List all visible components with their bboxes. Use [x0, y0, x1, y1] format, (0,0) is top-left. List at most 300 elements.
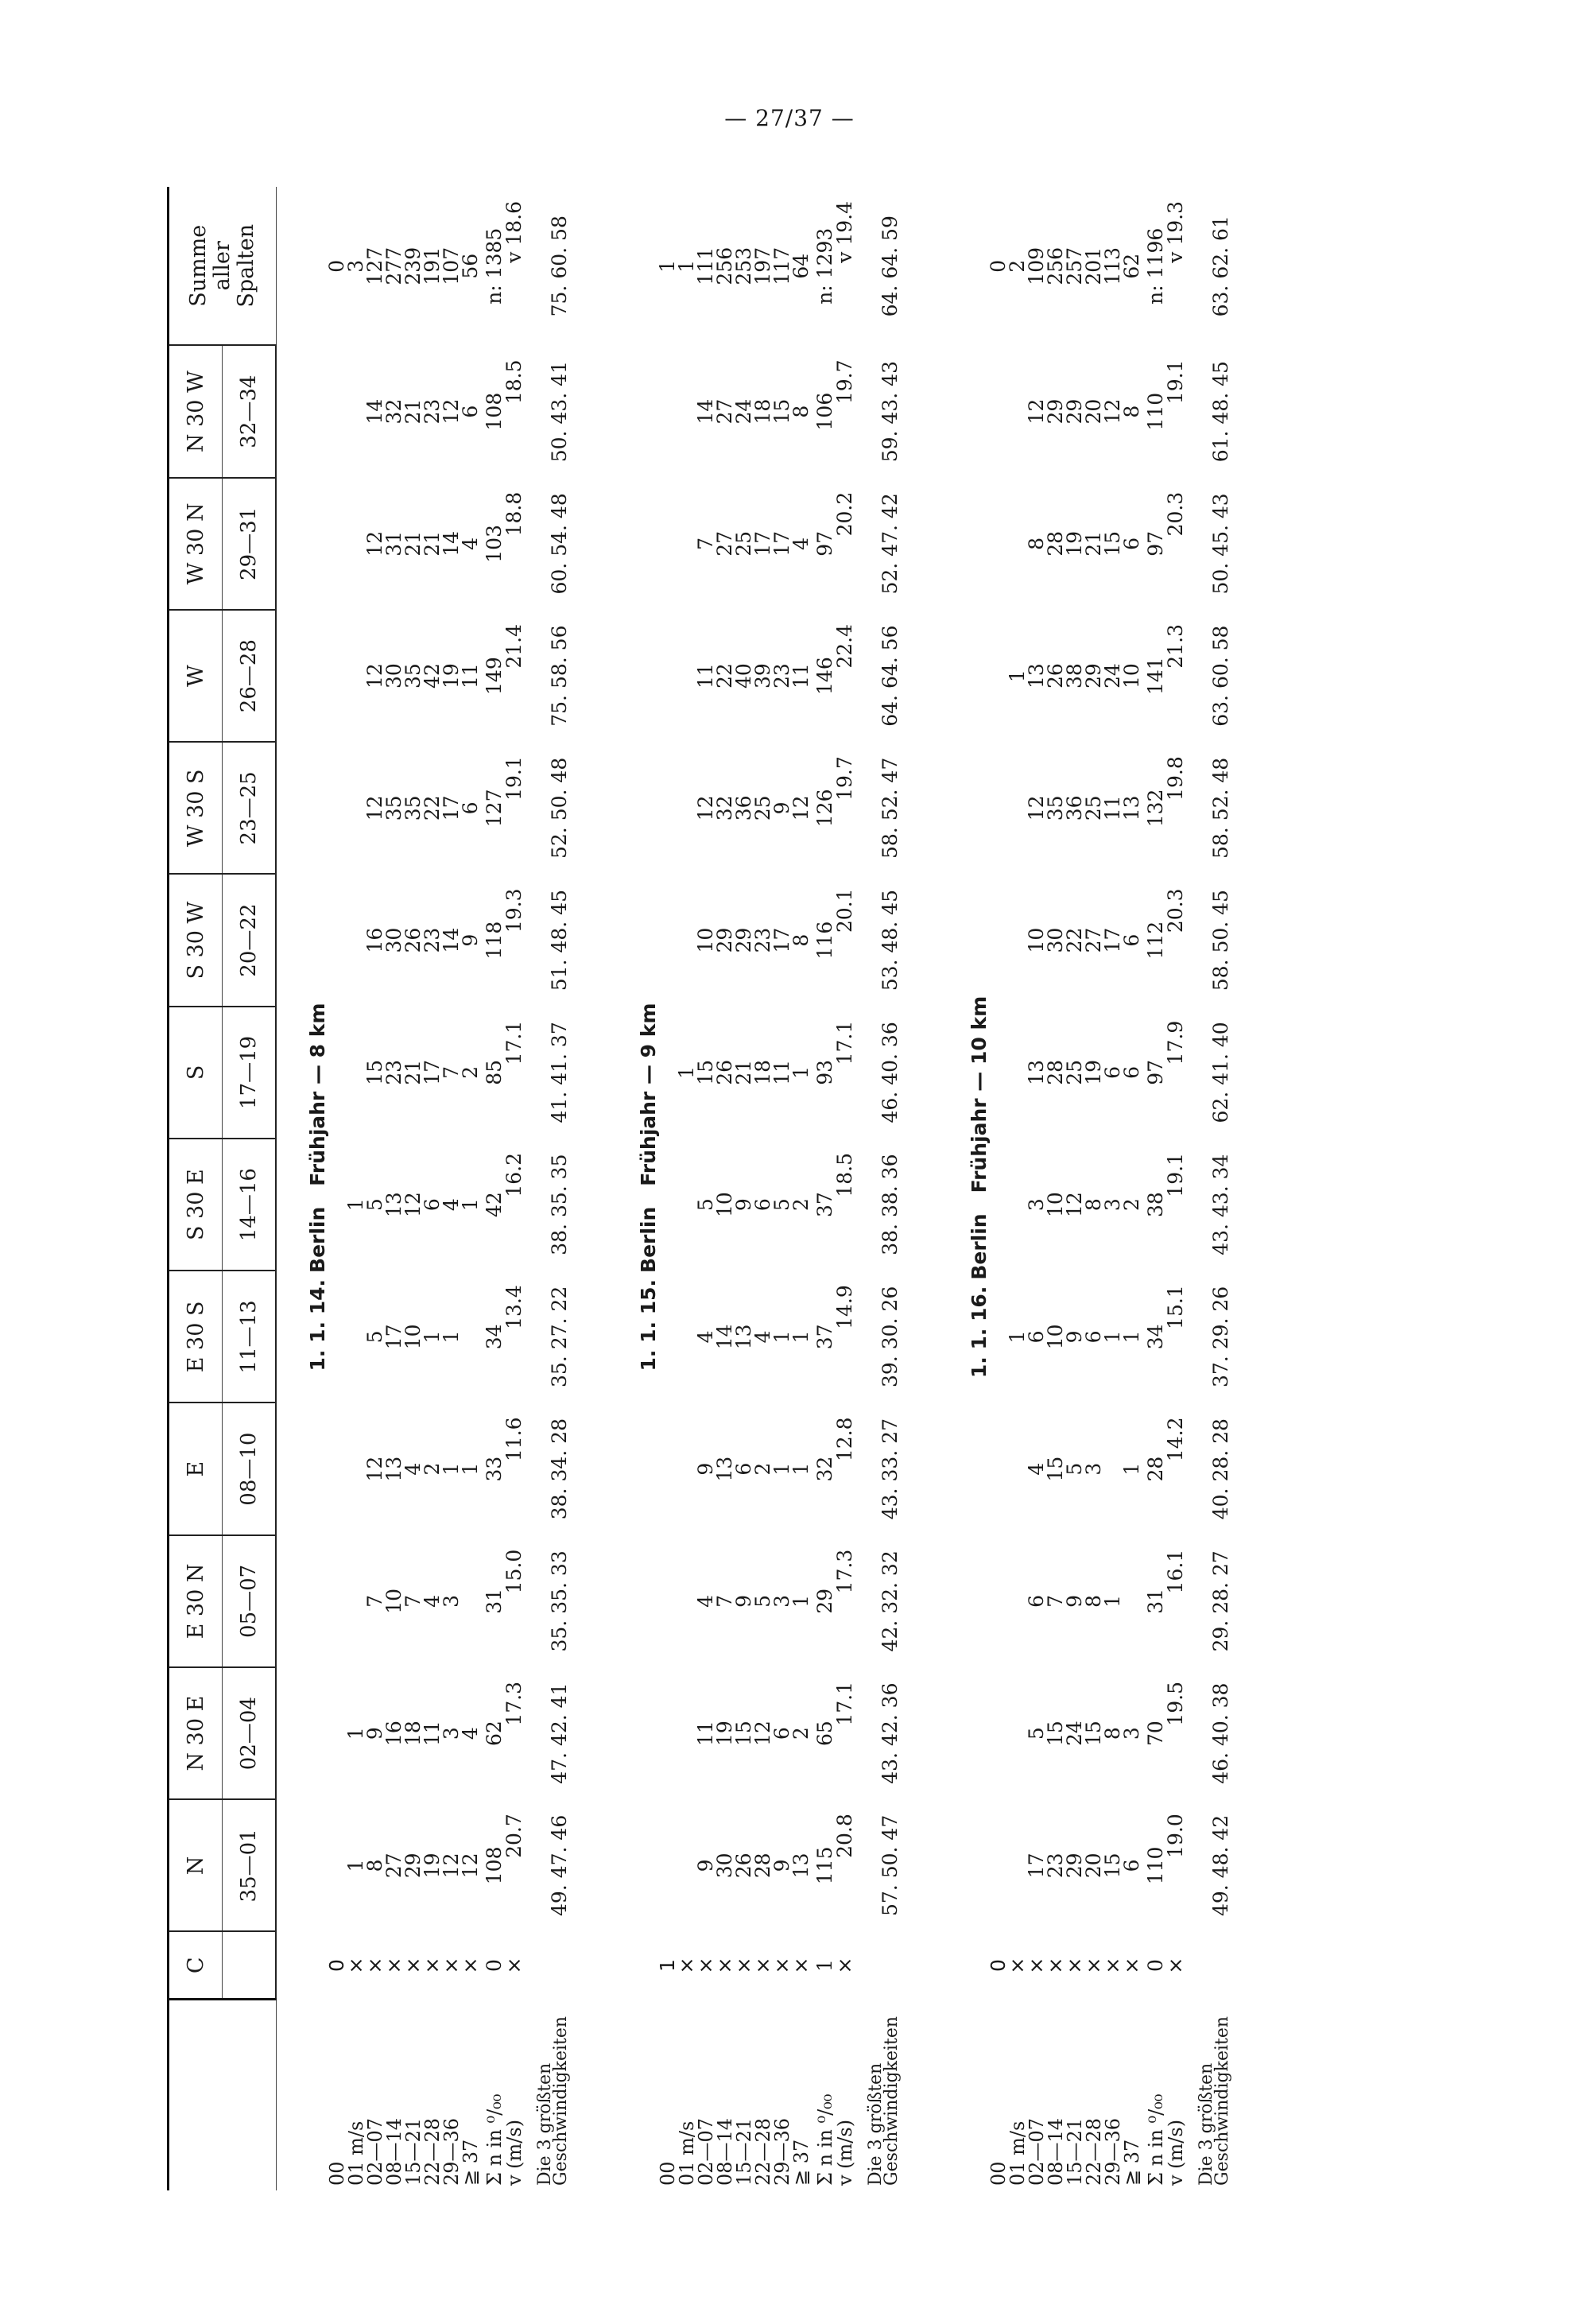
top3-cell: 63. 60. 58 [1209, 625, 1232, 727]
velocity-cell: v 18.6 [502, 201, 525, 263]
velocity-cell: v 19.3 [1164, 201, 1187, 263]
table-cell: 30 [382, 927, 405, 953]
table-cell: 8 [1101, 1727, 1124, 1740]
top3-cell: 38. 34. 28 [548, 1418, 571, 1520]
top3-cell: 58. 52. 47 [878, 757, 902, 859]
table-cell: 3 [1101, 1198, 1124, 1212]
top3-cell: 29. 28. 27 [1209, 1550, 1232, 1652]
table-cell: 21 [421, 530, 444, 557]
table-cell [658, 478, 677, 610]
calm-sum: 0 [1144, 1959, 1167, 1973]
row-label: 08—14 [714, 2117, 736, 2186]
table-cell: 27 [382, 1853, 405, 1879]
table-cell: 6 [751, 1198, 774, 1212]
table-cell: 12 [751, 1721, 774, 1747]
velocity-cell: 19.1 [502, 756, 525, 801]
top3-label-line2: Geschwindigkeiten [551, 2016, 571, 2186]
velocity-cell: 12.8 [833, 1417, 856, 1462]
table-cell: 5 [770, 1198, 793, 1212]
sum-cell: n: 1196 [1144, 227, 1167, 305]
sum-cell: 108 [483, 1846, 506, 1885]
velocity-label: v (m/s) [503, 2119, 525, 2186]
velocity-label: v (m/s) [1165, 2119, 1187, 2186]
velocity-label: v (m/s) [834, 2119, 856, 2186]
section-spacer [569, 187, 607, 2190]
row-label: 15—21 [1064, 2117, 1086, 2186]
row-label: 08—14 [383, 2117, 405, 2186]
table-cell: 12 [1063, 1192, 1086, 1218]
table-cell [989, 875, 1008, 1007]
table-cell: 201 [1082, 246, 1105, 285]
top3-label [855, 2000, 900, 2190]
table-cell [328, 742, 347, 874]
calm-cell: × [382, 1957, 405, 1974]
table-cell: 7 [713, 1594, 736, 1608]
top3-label-line1: Die 3 größten [1196, 2062, 1216, 2186]
table-cell [658, 742, 677, 874]
velocity-cell: 14.2 [1164, 1417, 1187, 1462]
velocity-cell: 20.1 [833, 888, 856, 933]
header-range: 02—04 [223, 1667, 277, 1799]
top3-cell: 60. 54. 48 [548, 493, 571, 595]
table-cell [461, 1271, 480, 1403]
table-cell: 13 [789, 1853, 812, 1879]
velocity-row [1165, 187, 1186, 2190]
table-cell: 4 [789, 537, 812, 550]
table-cell: 11 [770, 1059, 793, 1085]
row-label: 22—28 [1083, 2117, 1105, 2186]
sum-cell: 42 [483, 1192, 506, 1218]
table-cell: 16 [363, 927, 386, 953]
calm-cell: × [440, 1957, 463, 1974]
table-row [716, 187, 735, 2190]
calm-cell: 0 [325, 1959, 348, 1973]
section-spacer [900, 187, 938, 2190]
table-cell: 1 [770, 1330, 793, 1344]
table-cell: 21 [1082, 530, 1105, 557]
table-cell: 23 [421, 927, 444, 953]
table-cell [989, 1403, 1008, 1535]
header-range: 20—22 [223, 875, 277, 1007]
table-cell: 25 [732, 530, 755, 557]
table-cell: 15 [694, 1059, 717, 1085]
sum-cell: 62 [483, 1721, 506, 1747]
table-cell: 14 [713, 1324, 736, 1350]
table-cell: 113 [1101, 246, 1124, 285]
table-row [658, 187, 677, 2190]
table-cell: 6 [1120, 1859, 1143, 1872]
table-cell: 277 [382, 246, 405, 285]
table-row [1008, 187, 1027, 2190]
table-cell: 17 [770, 927, 793, 953]
table-cell: 18 [401, 1721, 425, 1747]
table-cell: 4 [440, 1198, 463, 1212]
table-cell: 8 [1082, 1594, 1105, 1608]
sum-cell: 85 [483, 1059, 506, 1085]
row-label: 00 [657, 2161, 679, 2186]
sum-row [1142, 187, 1165, 2190]
sum-cell: 110 [1144, 392, 1167, 431]
table-cell: 5 [751, 1594, 774, 1608]
section-number: 1. 1. 15. [637, 1278, 660, 1372]
table-cell: 27 [1082, 927, 1105, 953]
top3-cell: 35. 35. 33 [548, 1550, 571, 1652]
table-cell: 11 [694, 1721, 717, 1747]
top3-cell: 38. 38. 36 [878, 1154, 902, 1255]
sum-cell: 31 [483, 1588, 506, 1614]
sections [277, 187, 1231, 2190]
table-cell: 25 [1082, 795, 1105, 821]
table-cell: 21 [732, 1059, 755, 1085]
table-cell: 10 [382, 1588, 405, 1614]
table-row [1123, 187, 1142, 2190]
calm-sum: 1 [813, 1959, 836, 1973]
row-label: 01 m/s [345, 2120, 367, 2186]
table-cell [1123, 1535, 1142, 1667]
row-label: 15—21 [402, 2117, 425, 2186]
table-cell: 2 [1120, 1198, 1143, 1212]
table-cell: 36 [732, 795, 755, 821]
row-label: 01 m/s [676, 2120, 698, 2186]
header-range: 14—16 [223, 1139, 277, 1271]
calm-top3 [525, 1932, 569, 2000]
table-cell: 2 [421, 1462, 444, 1476]
top3-cell: 47. 42. 41 [548, 1682, 571, 1784]
table-cell: 9 [694, 1859, 717, 1872]
calm-cell: × [694, 1957, 717, 1974]
table-cell [658, 1535, 677, 1667]
table-cell: 4 [1025, 1462, 1048, 1476]
table-cell: 29 [401, 1853, 425, 1879]
table-row [754, 187, 773, 2190]
table-row [366, 187, 385, 2190]
table-cell: 27 [713, 398, 736, 425]
top3-cell: 50. 45. 43 [1209, 493, 1232, 595]
sum-cell: 32 [813, 1456, 836, 1482]
table-cell: 3 [1082, 1462, 1105, 1476]
table-cell: 19 [1063, 530, 1086, 557]
table-cell: 6 [1025, 1330, 1048, 1344]
sum-cell: 146 [813, 657, 836, 695]
table-cell: 24 [1063, 1721, 1086, 1747]
sum-cell: 118 [483, 921, 506, 960]
table-cell: 1 [1101, 1594, 1124, 1608]
table-cell: 18 [751, 398, 774, 425]
table-cell: 17 [1025, 1853, 1048, 1879]
table-cell: 1 [789, 1594, 812, 1608]
sum-cell: n: 1385 [483, 227, 506, 305]
table-cell: 117 [770, 246, 793, 285]
table-cell: 26 [1044, 663, 1067, 689]
top3-cell: 57. 50. 47 [878, 1814, 902, 1916]
table-row [461, 187, 480, 2190]
table-cell: 19 [421, 1853, 444, 1879]
table-cell [658, 1799, 677, 1931]
page-number: — 27/37 — [724, 105, 855, 131]
table-cell: 1 [656, 259, 679, 273]
table-cell: 14 [440, 530, 463, 557]
table-cell: 7 [440, 1065, 463, 1079]
table-cell: 5 [363, 1198, 386, 1212]
table-cell: 1 [1120, 1330, 1143, 1344]
velocity-cell: 14.9 [833, 1285, 856, 1329]
header-sum-line2: aller [209, 241, 235, 291]
table-cell [328, 346, 347, 478]
table-cell: 56 [459, 253, 482, 279]
table-cell: 29 [1044, 398, 1067, 425]
table-cell: 21 [401, 398, 425, 425]
sum-label: Σ n in ⁰/₀₀ [1145, 2093, 1167, 2186]
table-cell: 1 [344, 1727, 367, 1740]
row-label: ≧ 37 [1121, 2139, 1143, 2186]
top3-cell: 58. 52. 48 [1209, 757, 1232, 859]
sum-cell: 97 [813, 530, 836, 557]
table-cell: 7 [694, 537, 717, 550]
calm-velocity: × [1164, 1957, 1187, 1974]
table-cell: 22 [1063, 927, 1086, 953]
table-cell: 6 [459, 801, 482, 815]
row-label: ≧ 37 [460, 2139, 482, 2186]
table-cell: 23 [382, 1059, 405, 1085]
table-cell: 111 [694, 246, 717, 285]
calm-cell: × [363, 1957, 386, 1974]
velocity-cell: 19.7 [833, 756, 856, 801]
table-cell: 11 [789, 663, 812, 689]
table-cell [658, 1403, 677, 1535]
sum-cell: 106 [813, 392, 836, 431]
section-season: Frühjahr — 8 km [306, 1003, 329, 1186]
table-cell: 25 [751, 795, 774, 821]
table-cell: 64 [789, 253, 812, 279]
table-cell: 6 [1101, 1065, 1124, 1079]
table-cell: 12 [789, 795, 812, 821]
table-cell [461, 1535, 480, 1667]
velocity-cell: 17.3 [502, 1682, 525, 1726]
table-cell: 1 [459, 1198, 482, 1212]
sum-cell: 70 [1144, 1721, 1167, 1747]
table-cell: 12 [1025, 398, 1048, 425]
table-cell: 17 [421, 1059, 444, 1085]
row-label: 22—28 [421, 2117, 444, 2186]
velocity-cell: v 19.4 [833, 201, 856, 263]
top3-row [1186, 187, 1231, 2190]
table-cell: 21 [401, 1059, 425, 1085]
table-cell: 16 [382, 1721, 405, 1747]
table-cell: 30 [1044, 927, 1067, 953]
sum-cell: 149 [483, 657, 506, 695]
top3-cell: 59. 43. 43 [878, 361, 902, 463]
table-cell: 20 [1082, 1853, 1105, 1879]
table-cell: 36 [1063, 795, 1086, 821]
table-cell: 21 [401, 530, 425, 557]
table-cell: 15 [1101, 530, 1124, 557]
table-cell: 10 [1044, 1324, 1067, 1350]
table-row [1027, 187, 1046, 2190]
table-cell: 10 [401, 1324, 425, 1350]
section-season: Frühjahr — 10 km [968, 995, 991, 1193]
table-cell: 35 [401, 795, 425, 821]
table-cell: 19 [1082, 1059, 1105, 1085]
table-cell [989, 742, 1008, 874]
calm-cell: × [675, 1957, 698, 1974]
calm-cell: × [713, 1957, 736, 1974]
table-cell: 12 [1025, 795, 1048, 821]
table-cell: 0 [987, 259, 1010, 273]
calm-cell: 1 [656, 1959, 679, 1973]
top3-label-line2: Geschwindigkeiten [1212, 2016, 1232, 2186]
row-label: 15—21 [733, 2117, 755, 2186]
table-cell: 13 [713, 1456, 736, 1482]
table-cell: 5 [363, 1330, 386, 1344]
velocity-cell: 19.3 [502, 888, 525, 933]
table-row [442, 187, 461, 2190]
table-cell: 27 [713, 530, 736, 557]
velocity-cell: 20.7 [502, 1814, 525, 1858]
top3-cell: 58. 50. 45 [1209, 890, 1232, 991]
top3-cell: 38. 35. 35 [548, 1154, 571, 1255]
table-cell: 15 [1101, 1853, 1124, 1879]
row-label: 00 [987, 2161, 1010, 2186]
table-cell: 29 [1082, 663, 1105, 689]
table-cell [989, 1667, 1008, 1799]
table-cell: 8 [1120, 405, 1143, 418]
velocity-row [835, 187, 855, 2190]
table-cell: 17 [751, 530, 774, 557]
header-direction-w30s: W 30 S [169, 742, 223, 874]
table-cell: 40 [732, 663, 755, 689]
table-cell: 35 [1044, 795, 1067, 821]
top3-cell: 64. 64. 56 [878, 625, 902, 727]
table-cell: 17 [440, 795, 463, 821]
header-direction-c: C [169, 1932, 223, 2000]
top3-row [525, 187, 569, 2190]
table-cell: 15 [1044, 1456, 1067, 1482]
table-cell [989, 1007, 1008, 1139]
table-cell: 12 [363, 530, 386, 557]
header-range: 05—07 [223, 1535, 277, 1667]
table-cell: 13 [382, 1192, 405, 1218]
header-range: 11—13 [223, 1271, 277, 1403]
header-range: 32—34 [223, 346, 277, 478]
table-cell: 10 [694, 927, 717, 953]
header-range-c [223, 1932, 277, 2000]
header-direction-n30e: N 30 E [169, 1667, 223, 1799]
top3-cell: 49. 47. 46 [548, 1814, 571, 1916]
table-cell [658, 346, 677, 478]
rotated-table [167, 187, 1590, 2190]
calm-cell: × [1025, 1957, 1048, 1974]
table-cell: 6 [1082, 1330, 1105, 1344]
table-cell: 4 [459, 1727, 482, 1740]
velocity-cell: 19.8 [1164, 756, 1187, 801]
calm-cell: × [1101, 1957, 1124, 1974]
table-cell: 8 [1025, 537, 1048, 550]
table-cell: 12 [363, 663, 386, 689]
table-cell: 4 [421, 1594, 444, 1608]
velocity-cell: 20.3 [1164, 888, 1187, 933]
table-cell: 197 [751, 246, 774, 285]
table-cell: 1 [1101, 1330, 1124, 1344]
top3-cell: 50. 43. 41 [548, 361, 571, 463]
table-cell: 13 [1025, 663, 1048, 689]
velocity-cell: 19.1 [1164, 359, 1187, 405]
velocity-cell: 21.3 [1164, 624, 1187, 669]
calm-cell: × [344, 1957, 367, 1974]
calm-cell: 0 [987, 1959, 1010, 1973]
velocity-cell: 16.2 [502, 1153, 525, 1197]
top3-cell: 46. 40. 38 [1209, 1682, 1232, 1784]
velocity-cell: 17.9 [1164, 1020, 1187, 1065]
table-cell: 28 [1044, 530, 1067, 557]
table-cell: 39 [751, 663, 774, 689]
velocity-cell: 16.1 [1164, 1549, 1187, 1594]
table-cell: 1 [459, 1462, 482, 1476]
table-row [347, 187, 366, 2190]
table-row [328, 187, 347, 2190]
table-cell: 3 [440, 1594, 463, 1608]
table-cell: 38 [1063, 663, 1086, 689]
sum-cell: 116 [813, 921, 836, 960]
top3-label-line2: Geschwindigkeiten [882, 2016, 902, 2186]
header-range: 26—28 [223, 610, 277, 742]
calm-cell: × [732, 1957, 755, 1974]
table-cell: 6 [770, 1727, 793, 1740]
table-cell: 12 [1101, 398, 1124, 425]
table-cell: 6 [1120, 537, 1143, 550]
table-cell: 3 [770, 1594, 793, 1608]
table-cell: 9 [1063, 1594, 1086, 1608]
section-block [938, 187, 1231, 2190]
velocity-row [504, 187, 525, 2190]
calm-cell: × [459, 1957, 482, 1974]
table-cell: 29 [732, 927, 755, 953]
sum-cell: 132 [1144, 789, 1167, 828]
table-cell: 1 [675, 1065, 698, 1079]
table-cell [989, 346, 1008, 478]
table-cell: 9 [770, 801, 793, 815]
table-cell: 11 [1101, 795, 1124, 821]
table-cell: 23 [751, 927, 774, 953]
top3-cell: 75. 60. 58 [548, 215, 571, 317]
row-label: ≧ 37 [790, 2139, 812, 2186]
top3-cell: 64. 64. 59 [878, 215, 902, 317]
velocity-cell: 18.5 [833, 1153, 856, 1197]
table-row [989, 187, 1008, 2190]
header-sum-line3: Spalten [233, 223, 258, 308]
header-direction-n: N [169, 1799, 223, 1931]
section-city: Berlin [968, 1213, 991, 1280]
top3-cell: 41. 41. 37 [548, 1022, 571, 1123]
table-cell: 22 [421, 795, 444, 821]
table-cell: 3 [1120, 1727, 1143, 1740]
table-row [1103, 187, 1123, 2190]
table-cell: 9 [363, 1727, 386, 1740]
table-cell: 1 [421, 1330, 444, 1344]
table-cell [658, 1667, 677, 1799]
section-season: Frühjahr — 9 km [637, 1003, 660, 1186]
table-cell: 1 [344, 1198, 367, 1212]
table-cell: 6 [1120, 933, 1143, 947]
table-cell: 10 [1025, 927, 1048, 953]
table-cell: 2 [789, 1727, 812, 1740]
table-cell: 1 [770, 1462, 793, 1476]
row-label: 00 [326, 2161, 348, 2186]
table-cell [989, 1535, 1008, 1667]
table-cell: 2 [751, 1462, 774, 1476]
sum-cell: 126 [813, 789, 836, 828]
section-block [607, 187, 900, 2190]
table-cell: 15 [1082, 1721, 1105, 1747]
